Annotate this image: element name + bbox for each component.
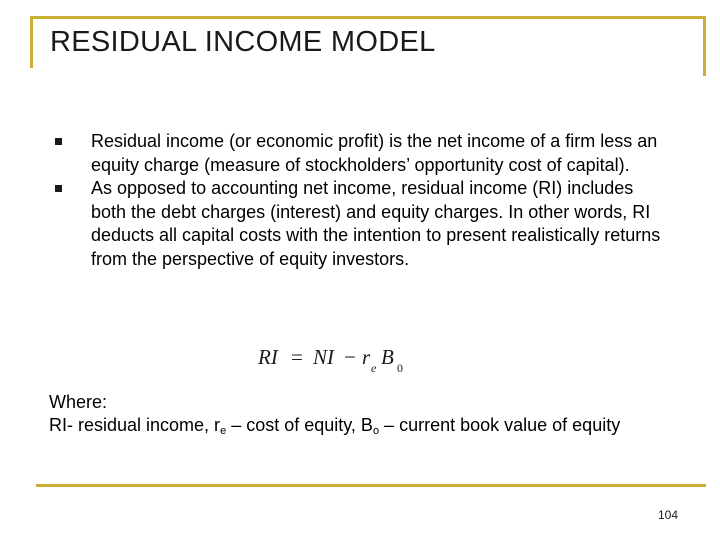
- square-bullet-icon: [55, 185, 62, 192]
- bullet-text: As opposed to accounting net income, residual income (RI) includes both the debt charges (interest) and equity charges. In other words, RI deducts all capital costs with the intention to present realistically returns from the perspective of equity investors.: [91, 178, 661, 269]
- slide-title: RESIDUAL INCOME MODEL: [50, 26, 436, 58]
- formula-r: r: [362, 345, 371, 369]
- right-accent-line: [703, 16, 706, 76]
- top-accent-line: [30, 16, 706, 19]
- bullet-item-definition: [50, 130, 670, 177]
- legend-ri-text: RI- residual income, r: [49, 415, 221, 435]
- legend-bo-subscript: o: [372, 425, 380, 437]
- formula-ri: RI: [258, 345, 278, 369]
- variable-definitions: [49, 414, 669, 443]
- legend-book-text: – current book value of equity: [379, 415, 621, 435]
- legend-cost-text: – cost of equity, B: [226, 415, 373, 435]
- page-number: 104: [658, 508, 679, 522]
- formula-r-subscript: e: [371, 361, 377, 375]
- formula-legend: [49, 391, 669, 443]
- bullet-text: Residual income (or economic profit) is the net income of a firm less an equity charge (measure of stockholders’ opportunity cost of capital).: [91, 131, 658, 175]
- where-label: Where:: [49, 392, 108, 412]
- formula-equals: =: [291, 345, 303, 369]
- left-accent-line: [30, 16, 33, 68]
- bottom-accent-line: [36, 484, 706, 487]
- bullet-item-comparison: [50, 177, 670, 271]
- square-bullet-icon: [55, 138, 62, 145]
- formula-minus: −: [344, 345, 356, 369]
- formula-b-subscript: 0: [397, 361, 403, 375]
- bullet-list: [50, 130, 670, 271]
- legend-re-subscript: e: [220, 425, 227, 437]
- formula-ni: NI: [313, 345, 334, 369]
- formula-b: B: [381, 345, 394, 369]
- residual-income-formula: [258, 338, 418, 380]
